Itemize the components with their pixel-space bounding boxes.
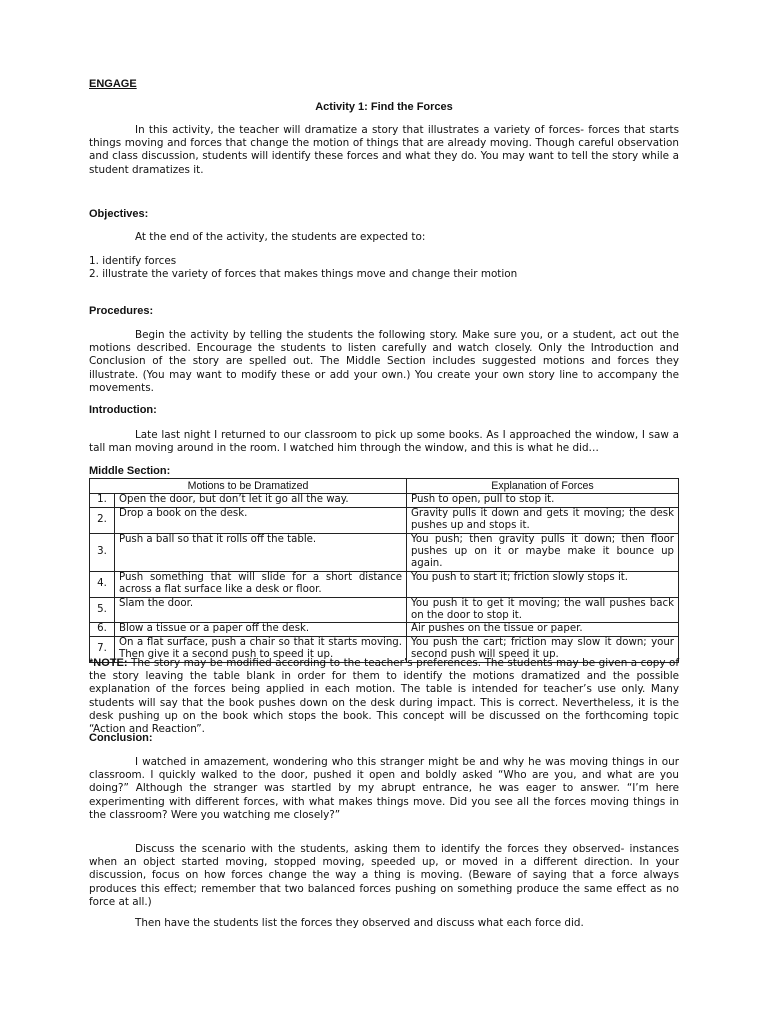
table-row — [90, 494, 679, 507]
table-row — [90, 507, 679, 533]
procedures-heading: Procedures: — [89, 305, 154, 317]
row-number: 7. — [90, 636, 115, 662]
note-text: The story may be modified according to the teacher’s preferences. The students may be given a copy of the story leaving the table blank in order for them to identify the motions dramatized and the possible explanation of the forces being applied in each motion. The table is intended for teacher’s use only. Many students will say that the book pushes down on the desk during impact. This is correct. Nevertheless, it is the desk pushing up on the book which stops the book. This concept will be discussed on the forthcoming topic “Action and Reaction”. — [89, 657, 679, 736]
objective-item-1: 1. identify forces — [89, 255, 177, 267]
explanation-cell: You push it to get it moving; the wall pushes back on the door to stop it. — [407, 597, 679, 623]
explanation-column-header: Explanation of Forces — [407, 479, 679, 494]
intro-paragraph: In this activity, the teacher will dramatize a story that illustrates a variety of forces- forces that starts things moving and forces that change the motion of things that are already moving. Though careful observation and class discussion, students will identify these forces and what they do. You may want to tell the story while a student dramatizes it. — [89, 124, 679, 176]
objective-item-2: 2. illustrate the variety of forces that makes things move and change their motion — [89, 268, 518, 280]
row-number: 1. — [90, 494, 115, 507]
explanation-cell: Push to open, pull to stop it. — [407, 494, 679, 507]
introduction-heading: Introduction: — [89, 404, 157, 416]
activity-title: Activity 1: Find the Forces — [315, 101, 453, 113]
row-number: 4. — [90, 571, 115, 597]
motion-cell: Push something that will slide for a short distance across a flat surface like a desk or floor. — [115, 571, 407, 597]
row-number: 5. — [90, 597, 115, 623]
table-row — [90, 571, 679, 597]
objectives-lead: At the end of the activity, the students are expected to: — [135, 231, 426, 243]
final-paragraph: Then have the students list the forces they observed and discuss what each force did. — [135, 917, 584, 929]
table-row — [90, 533, 679, 571]
motions-table — [89, 478, 679, 663]
motion-cell: Blow a tissue or a paper off the desk. — [115, 623, 407, 636]
procedures-text: Begin the activity by telling the students the following story. Make sure you, or a student, act out the motions described. Encourage the students to listen carefully and watch closely. Only the Introduction and Conclusion of the story are spelled out. The Middle Section includes suggested motions and forces they illustrate. (You may want to modify these or add your own.) You create your own story line to accompany the movements. — [89, 329, 679, 394]
table-row — [90, 623, 679, 636]
explanation-cell: Air pushes on the tissue or paper. — [407, 623, 679, 636]
conclusion-text: I watched in amazement, wondering who this stranger might be and why he was moving things in our classroom. I quickly walked to the door, pushed it open and boldly asked “Who are you, and what are you doing?” Although the stranger was startled by my abrupt entrance, he was eager to answer. “I’m here experimenting with different forces, with what makes things move. Did you see all the forces moving things in the classroom? Were you watching me closely?” — [89, 756, 679, 821]
motion-cell: Drop a book on the desk. — [115, 507, 407, 533]
engage-heading: ENGAGE — [89, 78, 137, 90]
middle-section-heading: Middle Section: — [89, 465, 171, 477]
explanation-cell: You push; then gravity pulls it down; then floor pushes up on it or maybe make it bounce up again. — [407, 533, 679, 571]
motion-cell: Push a ball so that it rolls off the table. — [115, 533, 407, 571]
note-paragraph — [89, 657, 679, 736]
motion-cell: Slam the door. — [115, 597, 407, 623]
row-number: 2. — [90, 507, 115, 533]
explanation-cell: You push to start it; friction slowly stops it. — [407, 571, 679, 597]
conclusion-heading: Conclusion: — [89, 732, 153, 744]
discussion-paragraph: Discuss the scenario with the students, asking them to identify the forces they observed- instances when an object started moving, stopped moving, speeded up, or moved in a different direction. In your discussion, focus on how forces change the way a thing is moving. (Beware of saying that a force always produces this effect; remember that two balanced forces pushing on something produce the same effect as no force at all.) — [89, 843, 679, 908]
explanation-cell: Gravity pulls it down and gets it moving; the desk pushes up and stops it. — [407, 507, 679, 533]
objectives-heading: Objectives: — [89, 208, 149, 220]
table-header-row — [90, 479, 679, 494]
table-row — [90, 597, 679, 623]
motion-cell: On a flat surface, push a chair so that it starts moving. Then give it a second push to speed it up. — [115, 636, 407, 662]
motion-column-header: Motions to be Dramatized — [90, 479, 407, 494]
explanation-cell: You push the cart; friction may slow it down; your second push will speed it up. — [407, 636, 679, 662]
row-number: 6. — [90, 623, 115, 636]
note-label: *NOTE: — [89, 657, 128, 669]
motion-cell: Open the door, but don’t let it go all the way. — [115, 494, 407, 507]
row-number: 3. — [90, 533, 115, 571]
introduction-text: Late last night I returned to our classroom to pick up some books. As I approached the window, I saw a tall man moving around in the room. I watched him through the window, and this is what he did… — [89, 429, 679, 455]
